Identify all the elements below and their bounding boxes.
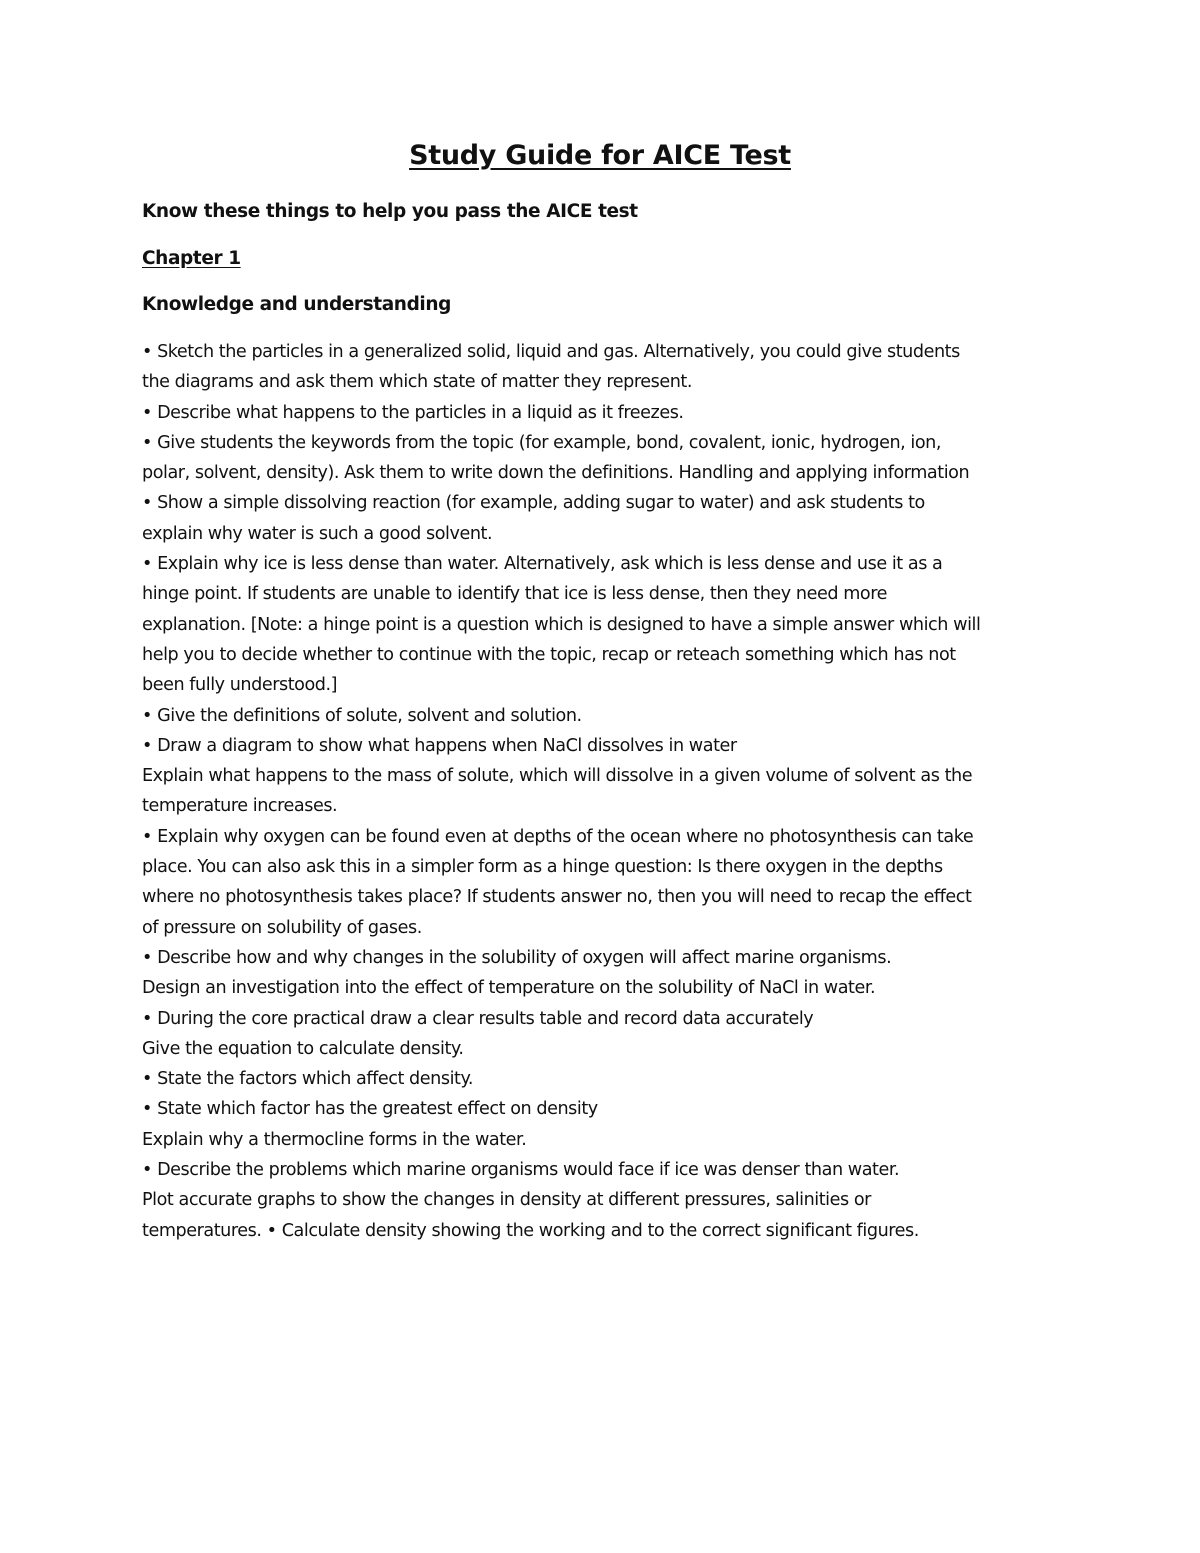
text-line: polar, solvent, density). Ask them to write down the definitions. Handling and applying information [142,463,970,484]
chapter-heading: Chapter 1 [142,248,241,269]
text-line: where no photosynthesis takes place? If students answer no, then you will need to recap the effect [142,887,972,908]
text-line: • During the core practical draw a clear results table and record data accurately [142,1008,814,1029]
text-line: • Sketch the particles in a generalized solid, liquid and gas. Alternatively, you could give students [142,342,960,362]
body-text [142,337,1072,1246]
text-line: • Give the definitions of solute, solvent and solution. [142,705,582,726]
text-line: the diagrams and ask them which state of matter they represent. [142,372,693,393]
text-line: • Describe the problems which marine organisms would face if ice was denser than water. [142,1160,900,1181]
document-title: Study Guide for AICE Test [409,140,791,171]
text-line: been fully understood.] [142,675,338,696]
text-line: • State the factors which affect density. [142,1069,474,1090]
text-line: Explain what happens to the mass of solute, which will dissolve in a given volume of solvent as the [142,766,973,787]
text-line: Plot accurate graphs to show the changes in density at different pressures, salinities or [142,1190,871,1211]
text-line: explain why water is such a good solvent. [142,523,493,544]
text-line: • State which factor has the greatest effect on density [142,1099,598,1120]
text-line: • Explain why oxygen can be found even at depths of the ocean where no photosynthesis can take [142,826,974,847]
text-line: place. You can also ask this in a simpler form as a hinge question: Is there oxygen in the depths [142,857,943,878]
section-heading: Knowledge and understanding [142,294,451,315]
text-line: • Give students the keywords from the topic (for example, bond, covalent, ionic, hydrogen, ion, [142,432,942,453]
text-line: Give the equation to calculate density. [142,1038,464,1059]
text-line: • Show a simple dissolving reaction (for example, adding sugar to water) and ask students to [142,493,925,514]
text-line: Explain why a thermocline forms in the water. [142,1129,527,1150]
text-line: of pressure on solubility of gases. [142,917,422,938]
text-line: help you to decide whether to continue with the topic, recap or reteach something which has not [142,644,956,665]
text-line: Design an investigation into the effect of temperature on the solubility of NaCl in water. [142,978,876,999]
text-line: temperatures. • Calculate density showing the working and to the correct significant figures. [142,1220,919,1241]
document-subtitle: Know these things to help you pass the AICE test [142,201,638,222]
text-line: • Describe how and why changes in the solubility of oxygen will affect marine organisms. [142,947,892,968]
text-line: temperature increases. [142,796,338,817]
text-line: hinge point. If students are unable to identify that ice is less dense, then they need more [142,584,887,605]
text-line: • Explain why ice is less dense than water. Alternatively, ask which is less dense and use it as a [142,554,943,575]
text-line: explanation. [Note: a hinge point is a question which is designed to have a simple answer which will [142,614,981,635]
text-line: • Describe what happens to the particles in a liquid as it freezes. [142,402,684,423]
text-line: • Draw a diagram to show what happens when NaCl dissolves in water [142,735,737,756]
